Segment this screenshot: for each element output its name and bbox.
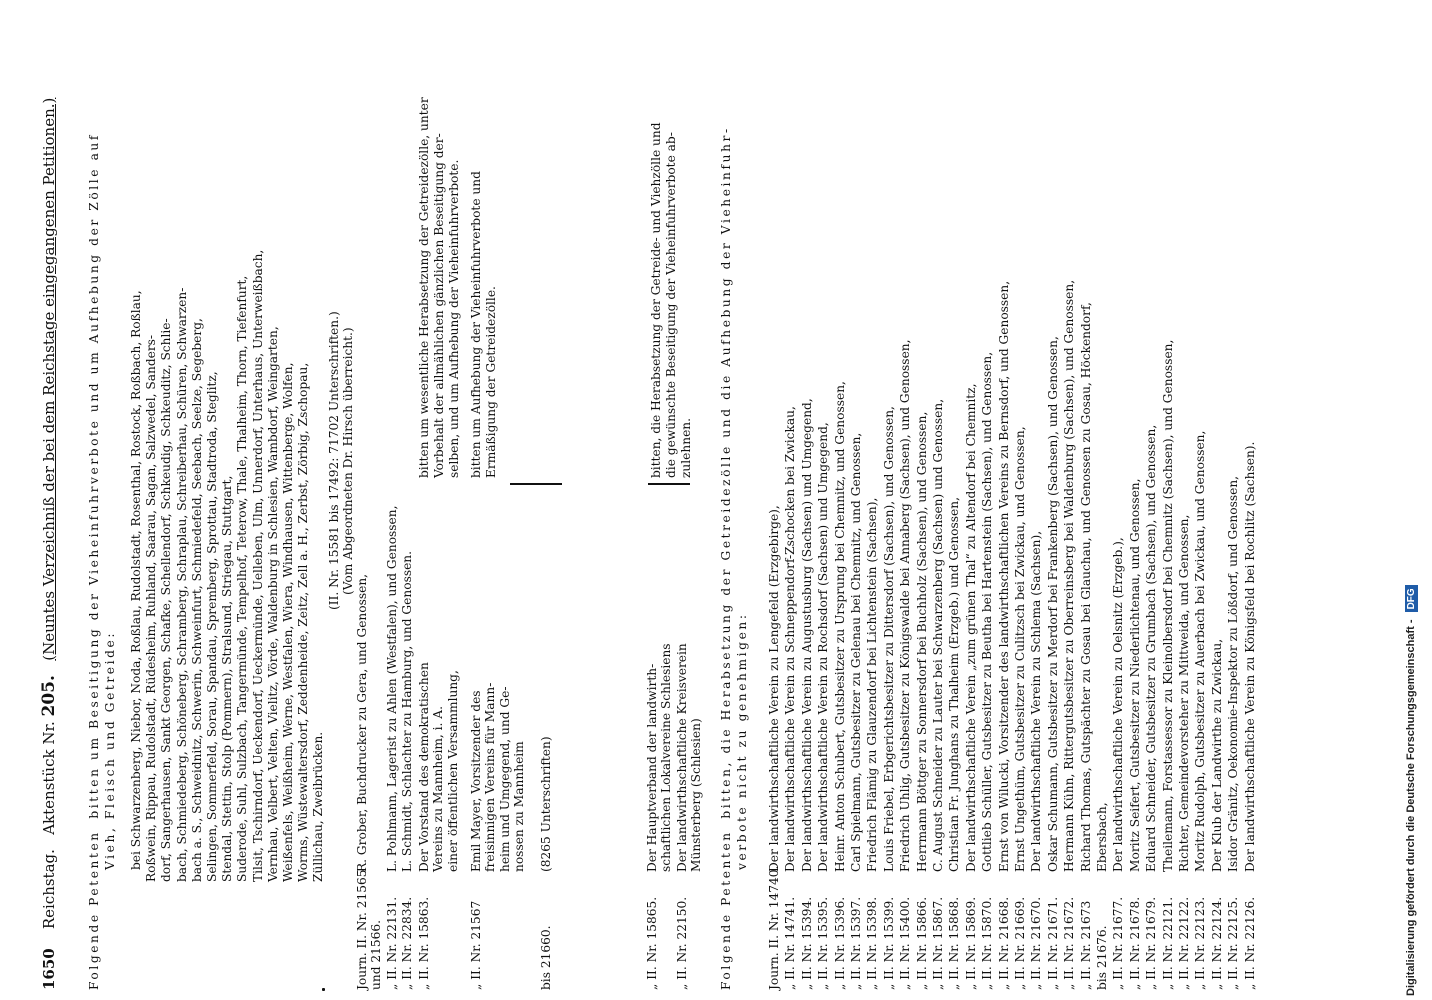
entry-petitioner: C. August Schneider zu Lauter bei Schwarzenberg (Sachsen) und Genossen, — [931, 398, 945, 872]
section2-intro-line2: verbote nicht zu genehmigen: — [735, 612, 749, 870]
request-line: die gewünschte Beseitigung der Vieheinfuhrverbote ab- — [664, 132, 678, 478]
entry-journal-number: und 21566. — [369, 919, 383, 990]
entry-journal-number: „ II. Nr. 15396. — [832, 896, 847, 990]
request-line: Ermäßigung der Getreidezölle. — [484, 286, 498, 478]
places-line: Worms, Wüstewaltersdorf, Zeddenheide, Zeitz, Zell a. H., Zerbst, Zörbig, Zschopau, — [296, 362, 311, 882]
entry-journal-number: „ II. Nr. 21668. — [996, 896, 1011, 990]
places-line: Tilsit, Tschirndorf, Ueckendorf, Ueckermünde, Uelleben, Ulm, Unnerdorf, Unterhaus, Unterweißbach, — [250, 249, 265, 882]
entry-journal-number: „ II. Nr. 15863. — [417, 896, 431, 990]
entry-journal-number: „ II. Nr. 22125. — [1226, 896, 1241, 990]
places-line: Züllichau, Zweibrücken. — [311, 731, 326, 882]
entry-journal-number: „ II. Nr. 15870. — [980, 896, 995, 990]
page-title: (Neuntes Verzeichniß der bei dem Reichstage eingegangenen Petitionen.) — [40, 97, 58, 661]
entry-journal-number: Journ. II. Nr. 21565 — [355, 869, 369, 990]
entry-petitioner-line: Der Vorstand des demokratischen — [417, 662, 431, 872]
entry-petitioner: Ebersbach, — [1095, 802, 1109, 872]
places-line: Suderode, Suhl, Sulzbach, Tangermünde, Tempelhof, Teterow, Thale, Thalheim, Thorn, Tiefenfurt, — [235, 275, 250, 882]
entry-petitioner-line: (8265 Unterschriften) — [539, 736, 553, 872]
entry-petitioner-line: nossen zu Mannheim — [512, 741, 527, 872]
entry-petitioner: Der Klub der Landwirthe zu Zwickau, — [1209, 638, 1224, 872]
entry-journal-number: „ II. Nr. 21677. — [1111, 896, 1126, 990]
section2-line-0: bitten, die Herabsetzung der Getreidezölle und die Aufhebung der Vieheinfuhr- — [719, 126, 733, 819]
entry-petitioner: Der landwirthschaftliche Verein zu Augustusburg (Sachsen) und Umgegend, — [799, 398, 814, 872]
entry-petitioner: Eduard Schneider, Gutsbesitzer zu Grumbach (Sachsen), und Genossen, — [1144, 424, 1159, 872]
entry-journal-number: „ II. Nr. 22131. — [385, 896, 399, 990]
page-number: 1650 — [40, 948, 58, 990]
entry-petitioner: Hermann Kühn, Rittergutsbesitzer zu Oberreinsberg bei Waldenburg (Sachsen), und Genossen, — [1062, 279, 1077, 872]
entry-petitioner: Theilemann, Forstassessor zu Kleinolbersdorf bei Chemnitz (Sachsen), und Genossen, — [1160, 339, 1175, 872]
entry-journal-number: bis 21676. — [1095, 925, 1109, 990]
entry-journal-number: „ II. Nr. 15868. — [947, 896, 962, 990]
request-line: bitten um Aufhebung der Vieheinfuhrverbote und — [469, 171, 483, 478]
entry-petitioner: Ernst von Wilucki, Vorsitzender des landwirthschaftlichen Vereins zu Bernsdorf, und Genossen, — [996, 280, 1011, 872]
request-line: Vorbehalt der allmählichen gänzlichen Beseitigung der- — [432, 133, 446, 478]
places-line: bach a. S., Schweidnitz, Schwerin, Schweinfurt, Schmiedefeld, Seebach, Seelze, Segeberg, — [189, 318, 204, 882]
entry-petitioner: Ernst Ungethüm, Gutsbesitzer zu Culitzsch bei Zwickau, und Genossen, — [1013, 426, 1027, 872]
entry-journal-number: „ II. Nr. 15400. — [898, 896, 913, 990]
entry-petitioner: L. Pohlmann, Lagerist zu Ahlen (Westfalen), und Genossen, — [385, 505, 399, 872]
entry-petitioner: Herrmann Böttger zu Sonnersdorf bei Buchholz (Sachsen), und Genossen, — [914, 411, 929, 872]
entry-journal-number: „ II. Nr. 15865. — [645, 896, 659, 990]
entry-petitioner-line: schaftlichen Lokalvereine Schlesiens — [659, 643, 674, 872]
section1-line-0: bitten um Beseitigung der Vieheinfuhrverbote und um Aufhebung der Zölle auf — [87, 133, 101, 819]
entry-petitioner: Der landwirthschaftliche Verein zu Schlema (Sachsen), — [1029, 530, 1044, 872]
entry-journal-number: „ II. Nr. 21673 — [1078, 900, 1093, 990]
section2-intro — [720, 126, 734, 990]
entry-petitioner-line: Der Hauptverband der landwirth- — [645, 663, 659, 872]
section1-intro-line2: Vieh, Fleisch und Getreide: — [103, 630, 117, 870]
entry-journal-number: „ II. Nr. 21678. — [1127, 896, 1142, 990]
entry-petitioner: Der landwirthschaftliche Verein zu Schneppendorf-Zschocken bei Zwickau, — [783, 406, 798, 872]
entry-petitioner: Oskar Schumann, Gutsbesitzer zu Merdorf bei Frankenberg (Sachsen), und Genossen, — [1045, 336, 1060, 872]
entry-journal-number: „ II. Nr. 15869. — [963, 896, 978, 990]
places-line: Weißenfels, Weißheim, Werne, Westfalen, Wiera, Windhausen, Wittenberge, Wolfen, — [281, 362, 295, 882]
dfg-credit-text: Digitalisierung gefördert durch die Deutsche Forschungsgemeinschaft - — [1405, 619, 1417, 996]
entry-journal-number: „ II. Nr. 15866. — [914, 896, 929, 990]
entry-journal-number: „ II. Nr. 15399. — [881, 896, 896, 990]
entry-petitioner: R. Grober, Buchdrucker zu Gera, und Genossen, — [355, 573, 369, 872]
entry-journal-number: „ II. Nr. 21671. — [1045, 896, 1060, 990]
entry-journal-number: bis 21660. — [539, 925, 553, 990]
entry-journal-number: „ II. Nr. 15397. — [849, 896, 863, 990]
places-line: Stendal, Stettin, Stolp (Pommern), Stralsund, Striegau, Stuttgart, — [220, 475, 235, 882]
entry-petitioner-line: freisinnigen Vereins für Mann- — [483, 682, 498, 872]
entry-journal-number: „ II. Nr. 22834. — [400, 896, 414, 990]
publication-name: Reichstag. — [40, 849, 58, 930]
dfg-logo: DFG — [1405, 585, 1418, 612]
section2-lead: Folgende Petenten — [719, 830, 733, 990]
entry-journal-number: „ II. Nr. 15395. — [816, 896, 831, 990]
entry-petitioner: Friedrich Flämig zu Glauzendorf bei Lichtenstein (Sachsen), — [865, 497, 880, 872]
entry-petitioner-line: heim und Umgegend, und Ge- — [497, 686, 512, 872]
request-line: bitten, die Herabsetzung der Getreide- und Viehzölle und — [649, 122, 663, 478]
entry-journal-number: „ II. Nr. 22126. — [1242, 896, 1257, 990]
request-line: selben, und um Aufhebung der Vieheinfuhrverbote. — [447, 159, 461, 478]
entry-journal-number: „ II. Nr. 21669. — [1013, 896, 1027, 990]
places-line: bei Schwarzenberg, Niebor, Noda, Roßlau, Rudolstadt, Rosenthal, Rostock, Roßbach, Roßlau, — [129, 290, 143, 870]
entry-petitioner: Friedrich Uhlig, Gutsbesitzer zu Königswalde bei Annaberg (Sachsen), und Genossen, — [898, 339, 913, 872]
entry-petitioner: Richard Thomas, Gutspächter zu Gosau bei Glauchau, und Genossen zu Gosau, Höckendorf, — [1078, 302, 1093, 872]
request-line: bitten um wesentliche Herabsetzung der Getreidezölle, unter — [417, 97, 431, 478]
entry-petitioner: Isidor Gränitz, Oekonomie-Inspektor zu Lößdorf, und Genossen, — [1226, 475, 1241, 872]
bracket-line — [510, 483, 562, 485]
signature-count: (II. Nr. 15581 bis 17492: 71702 Unterschriften.) — [327, 311, 341, 610]
entry-petitioner: Moritz Seifert, Gutsbesitzer zu Niederlichtenau, und Genossen, — [1127, 478, 1142, 872]
places-line: bach, Schmiedeberg, Schöneberg, Schramberg, Schraplau, Schreiberhau, Schüren, Schwarzen- — [174, 287, 189, 882]
entry-journal-number: „ II. Nr. 14741. — [783, 896, 798, 990]
entry-journal-number: „ II. Nr. 22121. — [1160, 896, 1175, 990]
entry-petitioner: Der landwirthschaftliche Verein zu Oelsnitz (Erzgeb.), — [1111, 537, 1126, 872]
entry-journal-number: „ II. Nr. 21672. — [1062, 896, 1077, 990]
doc-number: 205. — [39, 675, 59, 717]
section1-intro — [88, 133, 102, 990]
entry-petitioner: Heinr. Anton Schubert, Gutsbesitzer zu Ursprung bei Chemnitz, und Genossen, — [832, 381, 847, 872]
entry-petitioner: Richter, Gemeindevorsteher zu Mittweida, und Genossen, — [1177, 514, 1191, 872]
entry-petitioner: Christian Fr. Junghans zu Thalheim (Erzgeb.) und Genossen, — [947, 497, 962, 872]
entry-petitioner-line: einer öffentlichen Versammlung, — [445, 670, 460, 872]
entry-journal-number: „ II. Nr. 21670. — [1029, 896, 1044, 990]
entry-petitioner: Gottlieb Schüller, Gutsbesitzer zu Beutha bei Hartenstein (Sachsen), und Genossen, — [980, 351, 995, 872]
entry-petitioner: Carl Spielmann, Gutsbesitzer zu Gelenau bei Chemnitz, und Genossen, — [849, 432, 863, 872]
places-line: Vernhau, Velbert, Velten, Vielitz, Vörde, Waldenburg in Schlesien, Wambdorf, Weingarten, — [265, 326, 280, 882]
entry-journal-number: Journ. II. Nr. 14740. — [767, 865, 781, 990]
places-line: Roßwein, Rippau, Rudolstadt, Rüdesheim, Ruhland, Saarau, Sagan, Salzwedel, Sanders- — [144, 334, 159, 882]
doc-label: Aktenstück Nr. — [40, 721, 58, 835]
entry-journal-number: „ II. Nr. 22123. — [1193, 896, 1208, 990]
signature-presenter: (Vom Abgeordneten Dr. Hirsch überreicht.) — [341, 327, 355, 595]
entry-journal-number: „ II. Nr. 15867. — [931, 896, 945, 990]
entry-petitioner: Moritz Rudolph, Gutsbesitzer zu Auerbach bei Zwickau, und Genossen, — [1193, 430, 1208, 872]
entry-petitioner: Der landwirthschaftliche Verein zu Königsfeld bei Rochlitz (Sachsen). — [1242, 441, 1257, 872]
entry-journal-number: „ II. Nr. 15394. — [799, 896, 814, 990]
entry-petitioner: L. Schmidt, Schlachter zu Hamburg, und Genossen. — [400, 550, 414, 872]
entry-journal-number: „ II. Nr. 22150. — [675, 896, 689, 990]
page-header — [40, 15, 58, 990]
entry-journal-number: „ II. Nr. 22122. — [1177, 896, 1191, 990]
bracket-line-2 — [648, 483, 690, 485]
entry-journal-number: „ II. Nr. 21567 — [469, 900, 483, 990]
entry-petitioner: Der landwirthschaftliche Verein zu Lengefeld (Erzgebirge), — [767, 505, 781, 872]
entry-petitioner: Der landwirthschaftliche Verein zu Rochsdorf (Sachsen) und Umgegend, — [816, 422, 831, 872]
entry-journal-number: „ II. Nr. 15398. — [865, 896, 880, 990]
entry-petitioner-line: Vereins zu Mannheim, i. A. — [431, 706, 446, 872]
section1-lead: Folgende Petenten — [87, 830, 101, 990]
places-line: Selingen, Sommerfeld, Sorau, Spandau, Spremberg, Sprottau, Stadtroda, Steglitz, — [205, 371, 219, 882]
places-line: dorf, Sangerhausen, Sankt Georgen, Schafke, Schellendorf, Schkeudig, Schkeuditz, Schlie- — [159, 318, 174, 882]
entry-journal-number: „ II. Nr. 21679. — [1144, 896, 1159, 990]
scan-speck — [322, 988, 325, 991]
entry-petitioner: Der landwirthschaftliche Verein „zum grünen Thal“ zu Altendorf bei Chemnitz, — [963, 383, 978, 872]
entry-petitioner-line: Emil Mayer, Vorsitzender des — [469, 690, 483, 872]
dfg-credit — [1398, 6, 1424, 996]
request-line: zulehnen. — [679, 417, 693, 478]
entry-petitioner: Louis Friebel, Erbgerichtsbesitzer zu Dittersdorf (Sachsen), und Genossen, — [881, 406, 896, 872]
entry-petitioner-line: Münsterberg (Schlesien) — [689, 718, 704, 872]
entry-petitioner-line: Der landwirthschaftliche Kreisverein — [675, 643, 689, 872]
entry-journal-number: „ II. Nr. 22124. — [1209, 896, 1224, 990]
